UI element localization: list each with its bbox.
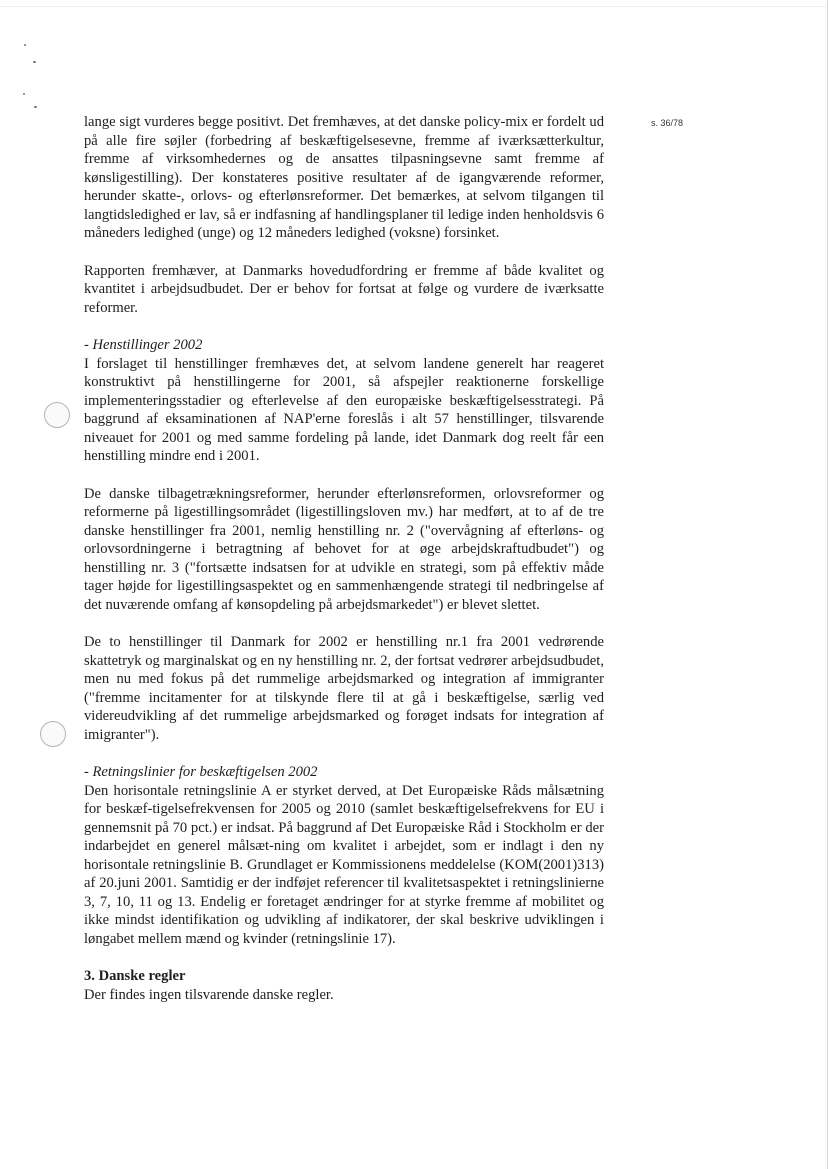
heading-employment-guidelines-2002: - Retningslinier for beskæftigelsen 2002: [84, 764, 318, 780]
heading-recommendations-2002: - Henstillinger 2002: [84, 337, 203, 353]
paragraph-no-danish-rules: Der findes ingen tilsvarende danske regler.: [84, 986, 334, 1003]
scan-speck: [24, 44, 26, 46]
page-number: s. 36/78: [651, 118, 684, 128]
paragraph-two-recommendations: De to henstillinger til Danmark for 2002 er henstilling nr.1 fra 2001 vedrørende skattetryk og marginalskat og en ny henstilling nr. 2, der fortsat vedrører arbejdsudbudet, men nu med fokus på det rummelige arbejdsmarked og integration af immigranter ("fremme incitamenter for at tilskynde flere til at gå i beskæftigelse, særlig ved videreudvikling af det rummelige arbejdsmarked og forøget indsats for integration af imigranter").: [84, 634, 604, 743]
paragraph-policy-mix: lange sigt vurderes begge positivt. Det fremhæves, at det danske policy-mix er fordelt ud på alle fire søjler (forbedring af beskæftigelsesevne, fremme af iværksætterkultur, fremme af virksomhedernes og de ansattes tilpasningsevne samt fremme af kønsligestilling). Der konstateres positive resultater af de igangværende reformer, herunder skatte-, orlovs- og efterlønsreformer. Det bemærkes, at selvom tilgangen til langtidsledighed er lav, så er indfasning af handlingsplaner til ledige inden henholdsvis 6 måneders ledighed (unge) og 12 måneders ledighed (voksne) forsinket.: [84, 114, 604, 241]
document-body: [84, 113, 604, 1023]
paragraph-recommendations-proposal: I forslaget til henstillinger fremhæves det, at selvom landene generelt har reageret konstruktivt på henstillingerne for 2001, så afspejler reaktionerne forskellige implementeringsstadier og efterlevelse af den europæiske beskæftigelsesstrategi. På baggrund af eksaminationen af NAP'erne foreslås i alt 57 henstillinger, tilsvarende niveauet for 2001 og med samme fordeling på lande, idet Danmark dog reelt får een henstilling mindre end i 2001.: [84, 355, 604, 464]
paragraph-danish-reforms: De danske tilbagetrækningsreformer, herunder efterlønsreformen, orlovsreformer og reformerne på ligestillingsområdet (ligestillingsloven mv.) har medført, at to af de tre danske henstillinger fra 2001, nemlig henstilling nr. 2 ("overvågning af efterløns- og orlovsordningerne i betragtning af behovet for at øge arbejdskraftudbudet") og henstilling nr. 3 ("fortsætte indsatsen for at udvikle en strategi, som på effektiv måde tager højde for ligestillingsaspektet og en sammenhængende strategi til nedbringelse af det nuværende omfang af kønsopdeling på arbejdsmarkedet") er blevet slettet.: [84, 485, 604, 613]
scan-speck: [33, 61, 36, 63]
punch-hole-top: [44, 402, 70, 428]
page-top-edge: [0, 6, 828, 7]
scan-speck: [23, 93, 25, 95]
heading-danish-rules: 3. Danske regler: [84, 968, 186, 984]
scan-speck: [34, 106, 37, 108]
paragraph-main-challenge: Rapporten fremhæver, at Danmarks hovedudfordring er fremme af både kvalitet og kvantitet i arbejdsudbudet. Der er behov for fortsat at følge og vurdere de iværksatte reformer.: [84, 262, 604, 316]
paragraph-horizontal-guideline: Den horisontale retningslinie A er styrket derved, at Det Europæiske Råds målsætning for beskæf-tigelsefrekvensen for 2005 og 2010 (samlet beskæftigelsefrekvens for EU i gennemsnit på 70 pct.) er indsat. På baggrund af Det Europæiske Råd i Stockholm er der indarbejdet en generel målsæt-ning om kvalitet i arbejdet, som er indlagt i den ny horisontale retningslinie B. Grundlaget er Kommissionens meddelelse (KOM(2001)313) af 20.juni 2001. Samtidig er der indføjet referencer til kvalitetsaspektet i retningslinierne 3, 7, 10, 11 og 13. Endelig er foretaget ændringer for at styrke fremme af mobilitet og ikke mindst identifikation og udvikling af indikatorer, der skal beskrive udviklingen i løngabet mellem mænd og kvinder (retningslinie 17).: [84, 782, 604, 947]
punch-hole-bottom: [40, 721, 66, 747]
